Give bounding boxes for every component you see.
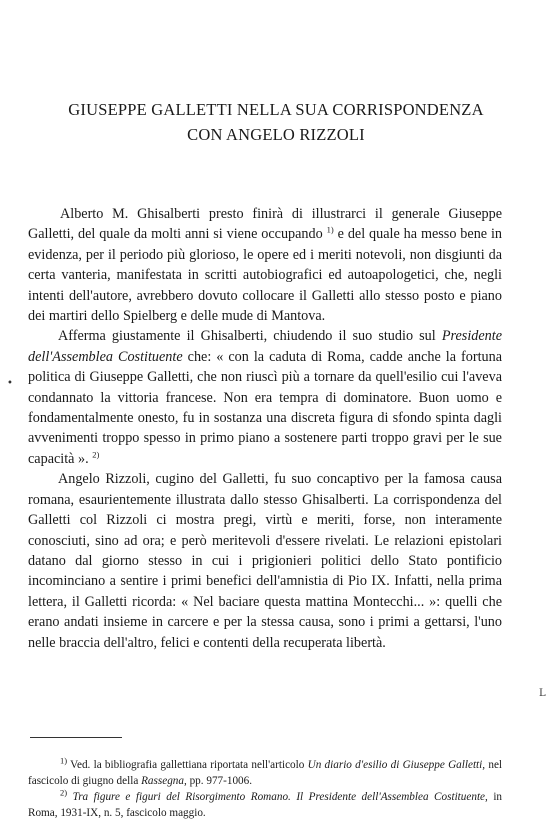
title-line-2: CON ANGELO RIZZOLI	[187, 125, 365, 144]
footnote-1-italic-2: Rassegna,	[141, 775, 187, 787]
footnote-2	[28, 789, 502, 821]
footnote-2-end: in Roma, 1931-IX, n. 5, fascicolo maggio.	[28, 791, 503, 819]
footnote-1-italic: Un diario d'esilio di Giuseppe Galletti,	[307, 759, 486, 771]
footnote-2-italic: Tra figure e figuri del Risorgimento Romano. Il Presidente dell'Assemblea Costituente,	[72, 791, 488, 803]
footnote-1	[28, 757, 502, 789]
article-body	[28, 204, 502, 653]
footnote-2-number: 2)	[60, 787, 68, 798]
paragraph-1-rest: e del quale ha messo bene in evidenza, per il periodo più glorioso, le opere ed i meriti notevoli, non disgiunti da certa vanteria, manifestata in scritti autobiografici ed autoapologetici, che, negli intenti dell'autore, avrebbero dovuto collocare il Galletti allo stesso posto e piano dei martiri dello Spielberg e delle mude di Mantova.	[28, 226, 503, 325]
paragraph-3: Angelo Rizzoli, cugino del Galletti, fu suo concaptivo per la famosa causa romana, esaurientemente illustrata dallo stesso Ghisalberti. La corrispondenza del Galletti col Rizzoli ci mostra pregi, virtù e meriti, forse, non interamente conosciuti, sino ad ora; e però meritevoli d'essere rivelati. Le relazioni epistolari datano dal giorno stesso in cui i prigionieri politici dello Stato pontificio incominciano a sentire i primi benefici dell'amnistia di Pio IX. Infatti, nella prima lettera, il Galletti ricorda: « Nel baciare questa mattina Montecchi... »: quelli che erano andati insieme in carcere e per la stessa causa, sono i primi a gettarsi, l'uno nelle braccia dell'altro, felici e contenti della recuperata libertà.	[28, 471, 502, 651]
footnote-divider	[30, 737, 122, 738]
footnote-1-start: Ved. la bibliografia gallettiana riportata nell'articolo	[70, 759, 305, 771]
article-title	[26, 97, 526, 147]
margin-mark-left: •	[7, 378, 13, 389]
paragraph-2-rest: che: « con la caduta di Roma, cadde anche la fortuna politica di Giuseppe Galletti, che non riuscì più a tornare da quell'esilio cui l'aveva condannato la vittoria francese. Non era tempra di dominatore. Buon uomo e fondamentalmente onesto, fu in sostanza una discreta figura di sfondo spinta dagli avvenimenti troppo spesso in primo piano a sostenere parti troppo gravi per le sue capacità ».	[28, 348, 502, 467]
paragraph-2-start: Afferma giustamente il Ghisalberti, chiudendo il suo studio sul	[58, 328, 436, 345]
paragraph-1	[28, 204, 502, 326]
paragraph-1-text: Alberto M. Ghisalberti presto finirà di illustrarci il generale Giuseppe Galletti, del quale da molti anni si viene occupando	[28, 206, 502, 243]
margin-mark-right: L	[539, 688, 546, 699]
title-line-1: GIUSEPPE GALLETTI NELLA SUA CORRISPONDENZA	[68, 100, 484, 119]
footnote-1-mid: nel fascicolo di giugno della	[28, 759, 503, 787]
footnote-1-number: 1)	[60, 755, 68, 766]
footnote-ref-1: 1)	[326, 224, 334, 235]
paragraph-2-italic-title: Presidente dell'Assemblea Costituente	[28, 328, 502, 365]
footnote-ref-2: 2)	[92, 449, 100, 460]
footnote-1-end: pp. 977-1006.	[189, 775, 253, 787]
paragraph-2	[28, 326, 502, 469]
footnotes	[28, 757, 502, 821]
